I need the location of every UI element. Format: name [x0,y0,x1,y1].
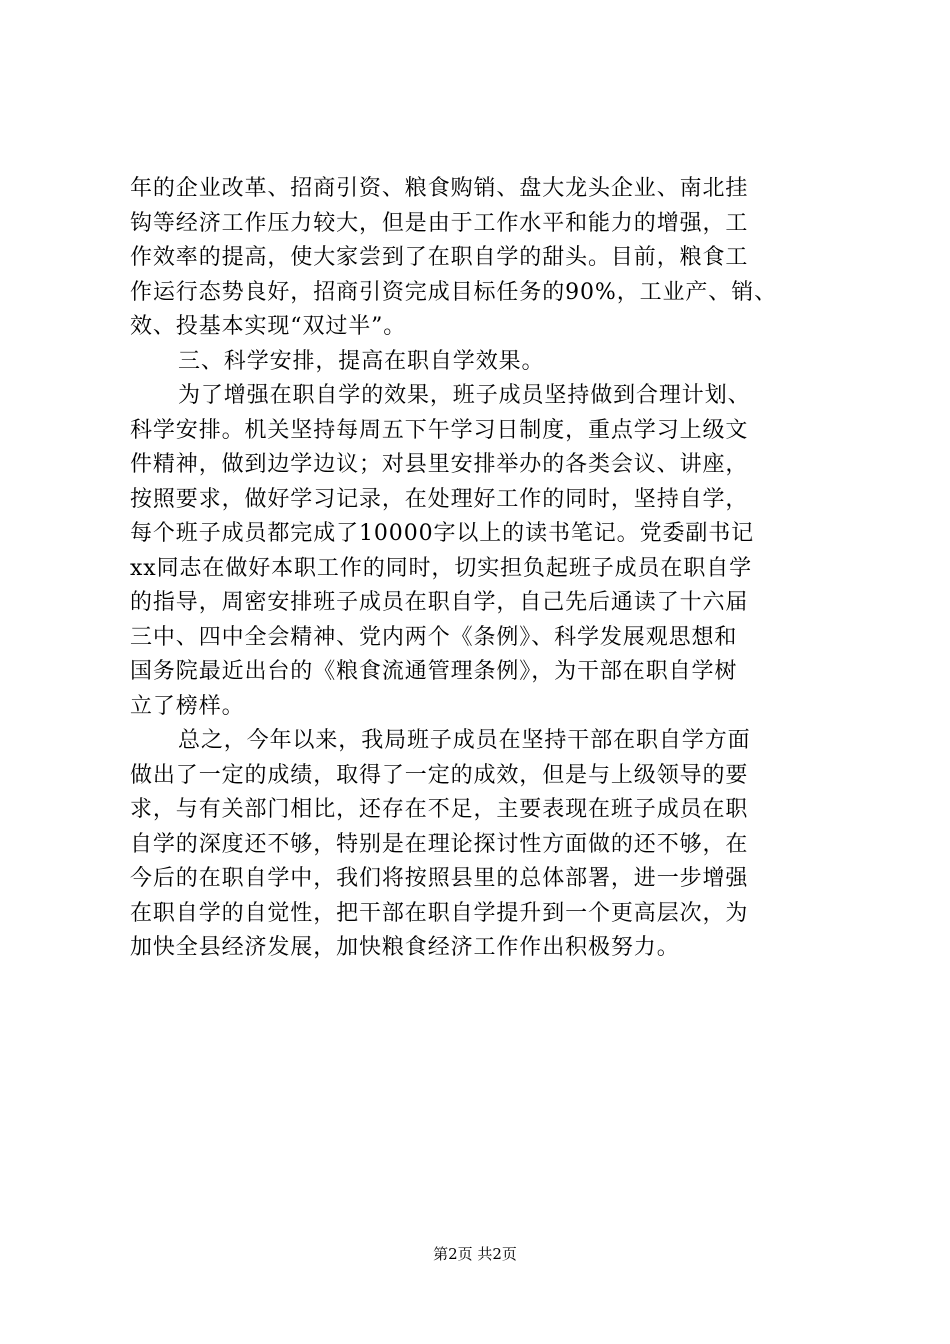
text-line: 立了榜样。 [130,693,245,719]
text-line: 作效率的提高，使大家尝到了在职自学的甜头。目前，粮食工 [130,245,749,270]
text-line: 科学安排。机关坚持每周五下午学习日制度，重点学习上级文 [130,417,749,443]
body-text [130,172,828,966]
text-line: 作运行态势良好，招商引资完成目标任务的90%，工业产、销、 [130,279,778,305]
text-line: 每个班子成员都完成了10000字以上的读书笔记。党委副书记 [130,521,755,546]
text-line: 做出了一定的成绩，取得了一定的成效，但是与上级领导的要 [130,762,749,788]
text-line: 钩等经济工作压力较大，但是由于工作水平和能力的增强，工 [130,210,749,236]
text-line: 加快全县经济发展，加快粮食经济工作作出积极努力。 [130,935,680,960]
text-line: 三中、四中全会精神、党内两个《条例》、科学发展观思想和 [130,624,738,650]
text-line: 在职自学的自觉性，把干部在职自学提升到一个更高层次，为 [130,900,749,926]
text-line: 年的企业改革、招商引资、粮食购销、盘大龙头企业、南北挂 [130,176,749,201]
text-line: 按照要求，做好学习记录，在处理好工作的同时，坚持自学， [130,486,749,512]
text-line: 自学的深度还不够，特别是在理论探讨性方面做的还不够，在 [130,831,749,857]
text-line: xx同志在做好本职工作的同时，切实担负起班子成员在职自学 [130,555,753,581]
text-line: 今后的在职自学中，我们将按照县里的总体部署，进一步增强 [130,866,749,891]
paragraph-first-line: 为了增强在职自学的效果，班子成员坚持做到合理计划、 [178,383,751,408]
text-line: 国务院最近出台的《粮食流通管理条例》，为干部在职自学树 [130,659,738,684]
text-line: 求，与有关部门相比，还存在不足，主要表现在班子成员在职 [130,797,749,822]
page-number: 第2页 共2页 [433,1245,517,1263]
text-line: 效、投基本实现“双过半”。 [130,314,407,339]
text-line: 的指导，周密安排班子成员在职自学，自己先后通读了十六届 [130,590,749,615]
text-line: 件精神，做到边学边议；对县里安排举办的各类会议、讲座， [130,452,749,477]
section-heading: 三、科学安排，提高在职自学效果。 [178,348,545,374]
paragraph-first-line: 总之，今年以来，我局班子成员在坚持干部在职自学方面 [178,728,751,753]
